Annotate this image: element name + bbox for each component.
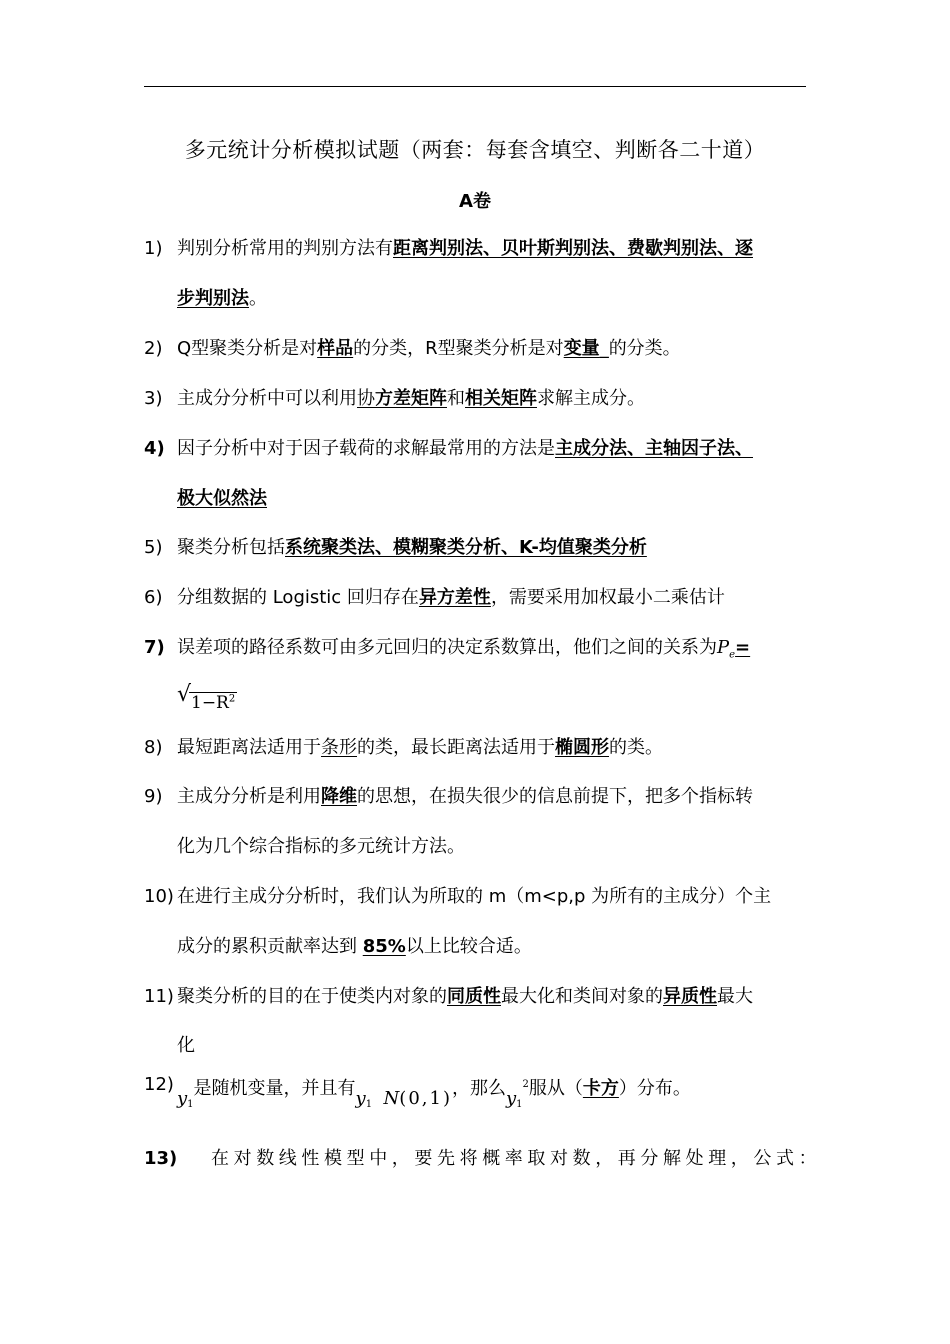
answer: 变量	[563, 338, 600, 359]
item-number: 7)	[144, 637, 165, 658]
question-10-line-2: 成分的累积贡献率达到 85%以上比较合适。	[177, 936, 532, 957]
top-rule	[144, 86, 806, 87]
item-number: 9)	[144, 786, 163, 807]
sqrt-icon: √	[177, 682, 192, 707]
question-7-line-2	[177, 682, 237, 716]
item-number: 12)	[144, 1074, 174, 1095]
question-12: $y_1$是随机变量，并且有$y_1$ N(0,1)，那么$y_1^2$服从（卡方）分布。	[177, 1078, 691, 1110]
section-title: A卷	[459, 191, 491, 212]
question-1-line-1: 判别分析常用的判别方法有距离判别法、贝叶斯判别法、费歇判别法、逐	[177, 238, 753, 259]
question-11-line-2: 化	[177, 1035, 195, 1056]
item-number: 1)	[144, 238, 163, 259]
answer: 系统聚类法、模糊聚类分析、K-均值聚类分析	[285, 537, 647, 558]
question-8: 最短距离法适用于条形的类，最长距离法适用于椭圆形的类。	[177, 737, 663, 758]
answer: 85%	[362, 936, 406, 957]
item-number: 13)	[144, 1148, 178, 1169]
answer: 椭圆形	[555, 737, 609, 758]
item-number: 4)	[144, 438, 165, 459]
page-title: 多元统计分析模拟试题（两套：每套含填空、判断各二十道）	[184, 138, 766, 162]
question-2: Q型聚类分析是对样品的分类，R型聚类分析是对变量_的分类。	[177, 338, 681, 359]
answer: =	[735, 637, 751, 658]
item-number: 3)	[144, 388, 163, 409]
answer: 相关矩阵	[465, 388, 537, 409]
question-3: 主成分分析中可以利用协方差矩阵和相关矩阵求解主成分。	[177, 388, 645, 409]
sqrt-formula: √ $1-R^2$	[177, 682, 236, 713]
item-number: 11)	[144, 986, 174, 1007]
question-13: 在对数线性模型中，要先将概率取对数，再分解处理，公式：	[211, 1148, 822, 1169]
answer: 主成分法、主轴因子法、	[555, 438, 753, 459]
answer: 降维	[321, 786, 357, 807]
item-number: 5)	[144, 537, 163, 558]
math-p: P	[717, 637, 730, 658]
question-1-line-2: 步判别法。	[177, 288, 267, 309]
answer: 异质性	[663, 986, 717, 1007]
question-11-line-1: 聚类分析的目的在于使类内对象的同质性最大化和类间对象的异质性最大	[177, 986, 753, 1007]
question-6: 分组数据的 Logistic 回归存在异方差性，需要采用加权最小二乘估计	[177, 587, 725, 608]
answer: 方差矩阵	[375, 388, 447, 409]
question-4-line-2	[177, 486, 267, 512]
item-number: 2)	[144, 338, 163, 359]
item-number: 6)	[144, 587, 163, 608]
answer: 卡方	[582, 1078, 619, 1099]
answer: 距离判别法、贝叶斯判别法、费歇判别法、逐	[393, 238, 753, 259]
question-5: 聚类分析包括系统聚类法、模糊聚类分析、K-均值聚类分析	[177, 537, 647, 558]
question-10-line-1: 在进行主成分分析时，我们认为所取的 m（m<p,p 为所有的主成分）个主	[177, 886, 772, 907]
question-9-line-2: 化为几个综合指标的多元统计方法。	[177, 836, 465, 857]
question-9-line-1: 主成分分析是利用降维的思想，在损失很少的信息前提下，把多个指标转	[177, 786, 753, 807]
answer: 样品	[317, 338, 354, 359]
question-7-line-1: 误差项的路径系数可由多元回归的决定系数算出，他们之间的关系为$P_e=$	[177, 637, 751, 661]
answer: 极大似然法	[177, 488, 267, 509]
question-4-line-1: 因子分析中对于因子载荷的求解最常用的方法是主成分法、主轴因子法、	[177, 438, 753, 459]
answer: 异方差性	[418, 587, 491, 608]
answer: 步判别法	[177, 288, 249, 309]
answer: 同质性	[447, 986, 501, 1007]
item-number: 10)	[144, 886, 174, 907]
item-number: 8)	[144, 737, 163, 758]
